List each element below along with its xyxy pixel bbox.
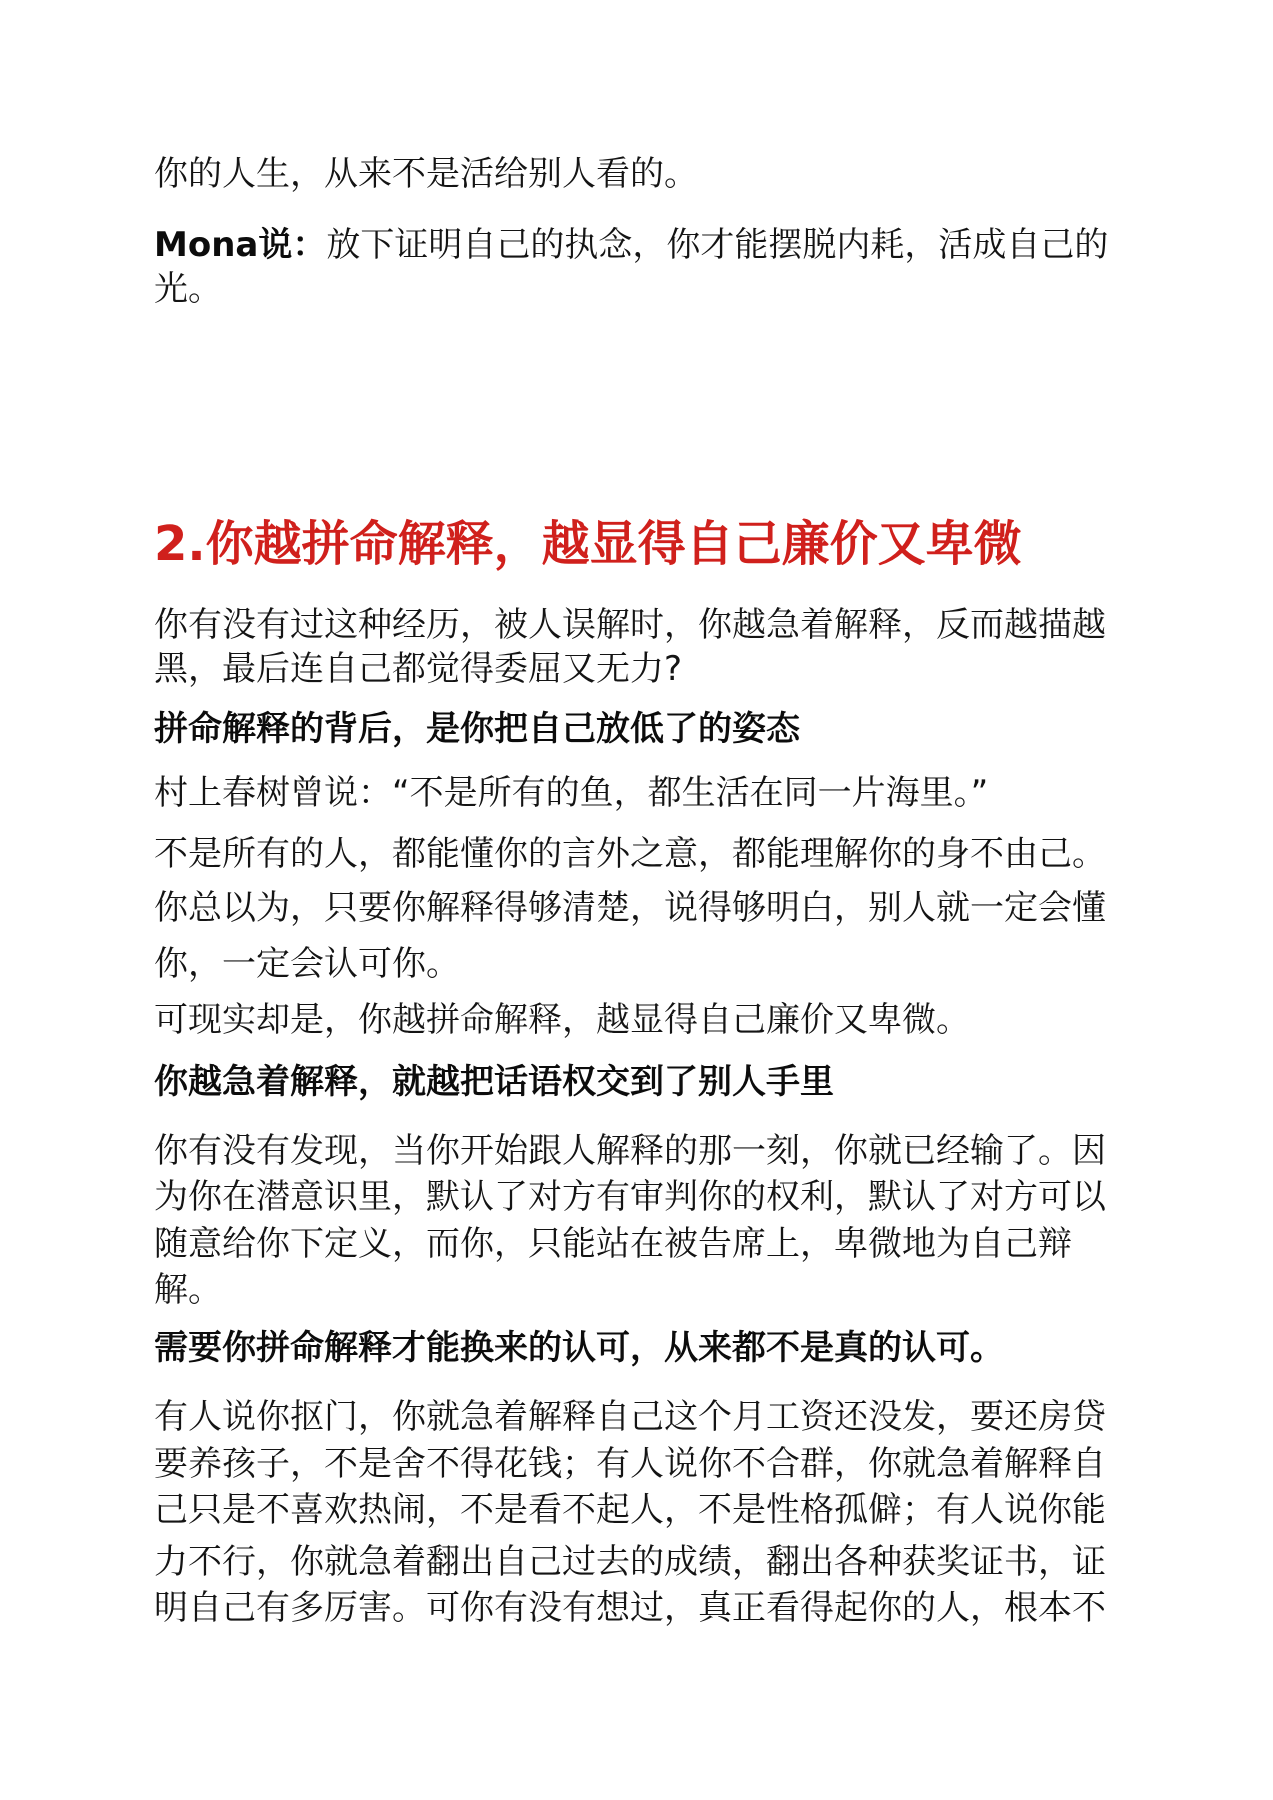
subheading: 你越急着解释，就越把话语权交到了别人手里 [154,1062,834,1102]
paragraph-line: 可现实却是，你越拼命解释，越显得自己廉价又卑微。 [154,1000,970,1040]
paragraph-line: 力不行，你就急着翻出自己过去的成绩，翻出各种获奖证书，证 [154,1542,1106,1582]
paragraph-line: 不是所有的人，都能懂你的言外之意，都能理解你的身不由己。 [154,834,1106,874]
paragraph-line: 你有没有过这种经历，被人误解时，你越急着解释，反而越描越 [154,605,1106,645]
paragraph-line: 己只是不喜欢热闹，不是看不起人，不是性格孤僻；有人说你能 [154,1490,1106,1530]
paragraph-line: 随意给你下定义，而你，只能站在被告席上，卑微地为自己辩 [154,1224,1072,1264]
paragraph-line: 要养孩子，不是舍不得花钱；有人说你不合群，你就急着解释自 [154,1444,1106,1484]
mona-quote-line-2: 光。 [154,269,222,309]
paragraph-line: 黑，最后连自己都觉得委屈又无力? [154,649,683,689]
subheading: 需要你拼命解释才能换来的认可，从来都不是真的认可。 [154,1328,1004,1368]
quote-line: 村上春树曾说：“不是所有的鱼，都生活在同一片海里。” [154,773,989,813]
paragraph-line: 解。 [154,1270,222,1310]
mona-quote-text: 放下证明自己的执念，你才能摆脱内耗，活成自己的 [326,225,1109,265]
subheading: 拼命解释的背后，是你把自己放低了的姿态 [154,709,800,749]
paragraph-line: 你，一定会认可你。 [154,944,460,984]
paragraph-line: 你有没有发现，当你开始跟人解释的那一刻，你就已经输了。因 [154,1131,1106,1171]
paragraph-line: 明自己有多厉害。可你有没有想过，真正看得起你的人，根本不 [154,1588,1106,1628]
paragraph-line: 你总以为，只要你解释得够清楚，说得够明白，别人就一定会懂 [154,888,1106,928]
paragraph-line: 有人说你抠门，你就急着解释自己这个月工资还没发，要还房贷 [154,1397,1106,1437]
mona-label: Mona说： [154,225,327,265]
intro-line: 你的人生，从来不是活给别人看的。 [154,154,698,194]
mona-quote-line-1 [154,225,1108,265]
section-heading: 2.你越拼命解释，越显得自己廉价又卑微 [154,516,1022,572]
paragraph-line: 为你在潜意识里，默认了对方有审判你的权利，默认了对方可以 [154,1177,1106,1217]
